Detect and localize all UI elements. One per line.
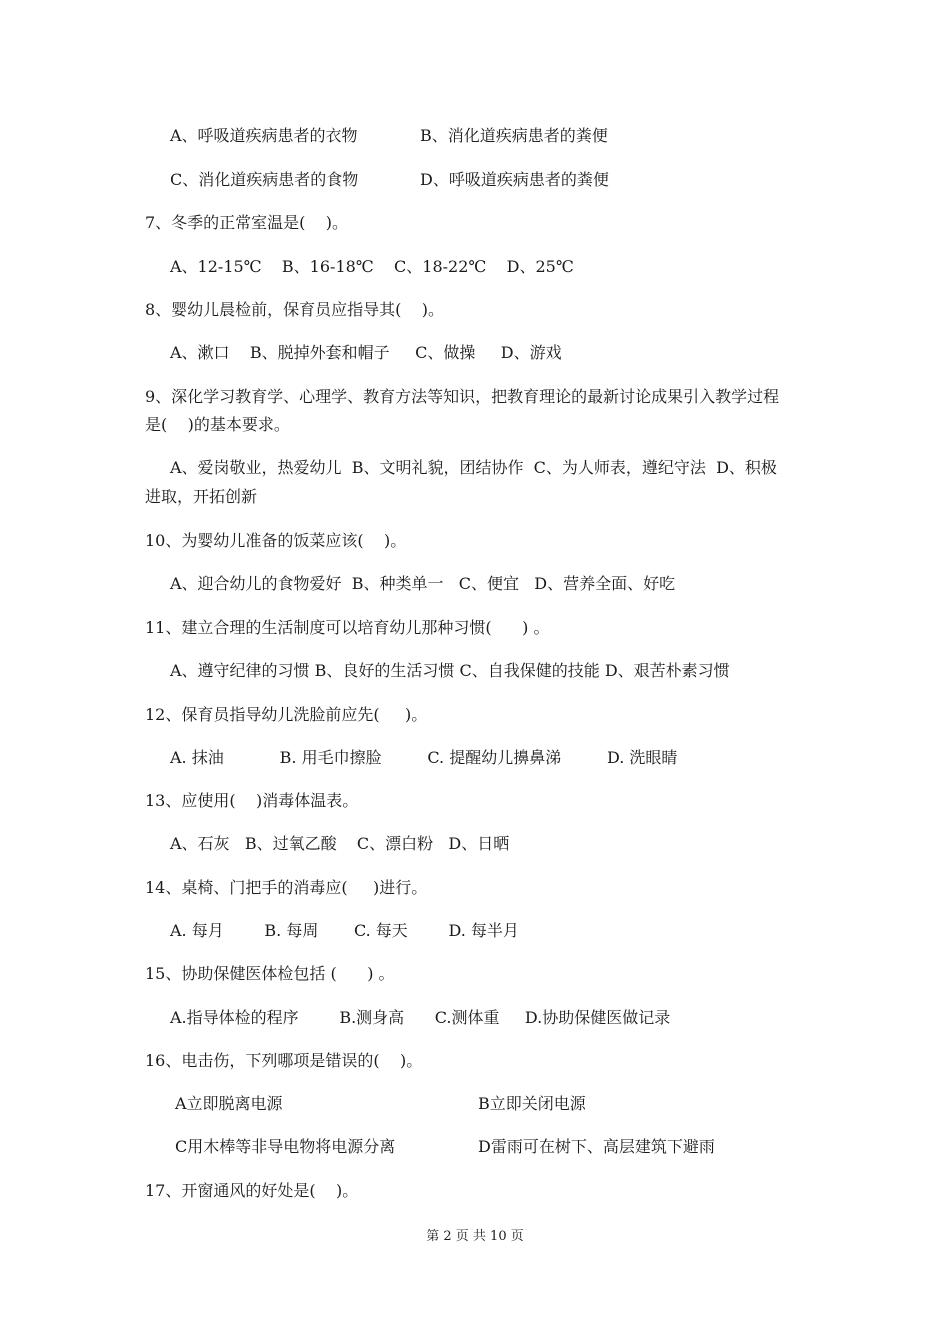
q11-options: A、遵守纪律的习惯 B、良好的生活习惯 C、自我保健的技能 D、艰苦朴素习惯 bbox=[170, 661, 730, 680]
question-17: 17、开窗通风的好处是( )。 bbox=[145, 1181, 359, 1200]
q6-option-c: C、消化道疾病患者的食物 bbox=[170, 170, 359, 189]
question-8: 8、婴幼儿晨检前，保育员应指导其( )。 bbox=[145, 300, 445, 319]
question-12: 12、保育员指导幼儿洗脸前应先( )。 bbox=[145, 705, 428, 724]
q12-options: A. 抹油 B. 用毛巾擦脸 C. 提醒幼儿擤鼻涕 D. 洗眼睛 bbox=[170, 748, 678, 767]
question-11: 11、建立合理的生活制度可以培育幼儿那种习惯( ) 。 bbox=[145, 618, 550, 637]
q16-option-a: A立即脱离电源 bbox=[175, 1094, 283, 1113]
page-footer: 第 2 页 共 10 页 bbox=[426, 1229, 524, 1244]
q6-option-a: A、呼吸道疾病患者的衣物 bbox=[170, 126, 358, 145]
q16-option-d: D雷雨可在树下、高层建筑下避雨 bbox=[478, 1137, 715, 1156]
q16-option-b: B立即关闭电源 bbox=[478, 1094, 586, 1113]
question-16: 16、电击伤，下列哪项是错误的( )。 bbox=[145, 1051, 423, 1070]
question-13: 13、应使用( )消毒体温表。 bbox=[145, 791, 359, 810]
q9-options-line-1: A、爱岗敬业，热爱幼儿 B、文明礼貌，团结协作 C、为人师表，遵纪守法 D、积极 bbox=[170, 458, 777, 477]
q6-option-d: D、呼吸道疾病患者的粪便 bbox=[420, 170, 609, 189]
q10-options: A、迎合幼儿的食物爱好 B、种类单一 C、便宜 D、营养全面、好吃 bbox=[170, 574, 676, 593]
q9-options-line-2: 进取，开拓创新 bbox=[145, 487, 258, 506]
q16-option-c: C用木棒等非导电物将电源分离 bbox=[175, 1137, 396, 1156]
question-9-line-2: 是( )的基本要求。 bbox=[145, 415, 290, 434]
question-15: 15、协助保健医体检包括 ( ) 。 bbox=[145, 964, 395, 983]
question-9-line-1: 9、深化学习教育学、心理学、教育方法等知识，把教育理论的最新讨论成果引入教学过程 bbox=[145, 387, 780, 406]
q8-options: A、漱口 B、脱掉外套和帽子 C、做操 D、游戏 bbox=[170, 343, 562, 362]
question-7: 7、冬季的正常室温是( )。 bbox=[145, 213, 349, 232]
q7-options: A、12-15℃ B、16-18℃ C、18-22℃ D、25℃ bbox=[170, 257, 574, 276]
question-10: 10、为婴幼儿准备的饭菜应该( )。 bbox=[145, 531, 407, 550]
q6-option-b: B、消化道疾病患者的粪便 bbox=[420, 126, 608, 145]
q13-options: A、石灰 B、过氧乙酸 C、漂白粉 D、日晒 bbox=[170, 834, 510, 853]
q15-options: A.指导体检的程序 B.测身高 C.测体重 D.协助保健医做记录 bbox=[170, 1008, 671, 1027]
q14-options: A. 每月 B. 每周 C. 每天 D. 每半月 bbox=[170, 921, 519, 940]
question-14: 14、桌椅、门把手的消毒应( )进行。 bbox=[145, 878, 428, 897]
